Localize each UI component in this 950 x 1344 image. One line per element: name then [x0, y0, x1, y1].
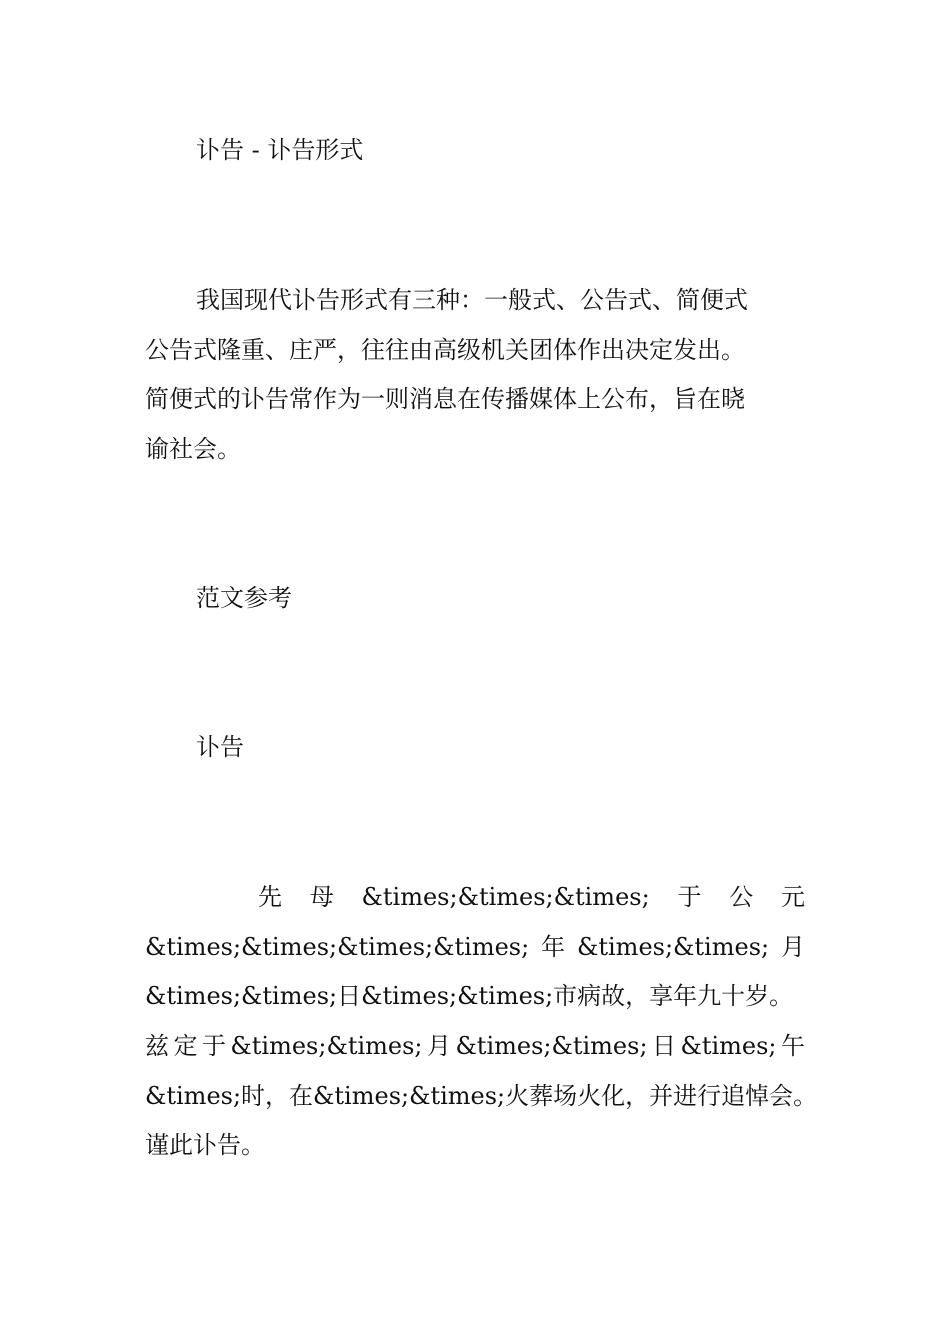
notice-word: 定	[173, 1032, 198, 1060]
notice-word: 先	[258, 883, 282, 911]
notice-line-3: &times;&times;日&times;&times;市病故，享年九十岁。	[145, 982, 794, 1010]
notice-title: 讣告	[196, 733, 244, 761]
notice-word: 元	[780, 883, 805, 911]
intro-line-1: 我国现代讣告形式有三种：一般式、公告式、简便式	[196, 286, 748, 314]
notice-line-4	[145, 1031, 805, 1061]
notice-word: 午	[780, 1032, 805, 1060]
notice-word: 于	[677, 883, 702, 911]
section-heading: 范文参考	[196, 584, 292, 612]
notice-word: 母	[309, 883, 334, 911]
notice-word: 公	[729, 883, 754, 911]
notice-line-1	[258, 882, 805, 912]
intro-line-3: 简便式的讣告常作为一则消息在传播媒体上公布，旨在晓	[145, 385, 745, 413]
notice-word: 日	[652, 1032, 676, 1060]
notice-word: 月	[781, 933, 805, 961]
notice-word: &times;&times;	[577, 933, 770, 961]
intro-line-2: 公告式隆重、庄严，往往由高级机关团体作出决定发出。	[145, 336, 745, 364]
notice-word: &times;	[680, 1032, 777, 1060]
notice-line-2	[145, 932, 805, 962]
intro-line-4: 谕社会。	[145, 435, 241, 463]
notice-word: &times;&times;&times;	[361, 883, 650, 911]
notice-word: 月	[426, 1032, 451, 1060]
notice-word: 年	[541, 933, 566, 961]
notice-word: &times;&times;&times;&times;	[145, 933, 530, 961]
notice-line-5: &times;时，在&times;&times;火葬场火化，并进行追悼会。	[145, 1082, 818, 1110]
notice-word: 兹	[145, 1032, 169, 1060]
notice-line-6: 谨此讣告。	[145, 1131, 265, 1159]
notice-word: &times;&times;	[230, 1032, 423, 1060]
document-title: 讣告 - 讣告形式	[196, 136, 364, 164]
notice-word: 于	[201, 1032, 226, 1060]
notice-word: &times;&times;	[455, 1032, 648, 1060]
